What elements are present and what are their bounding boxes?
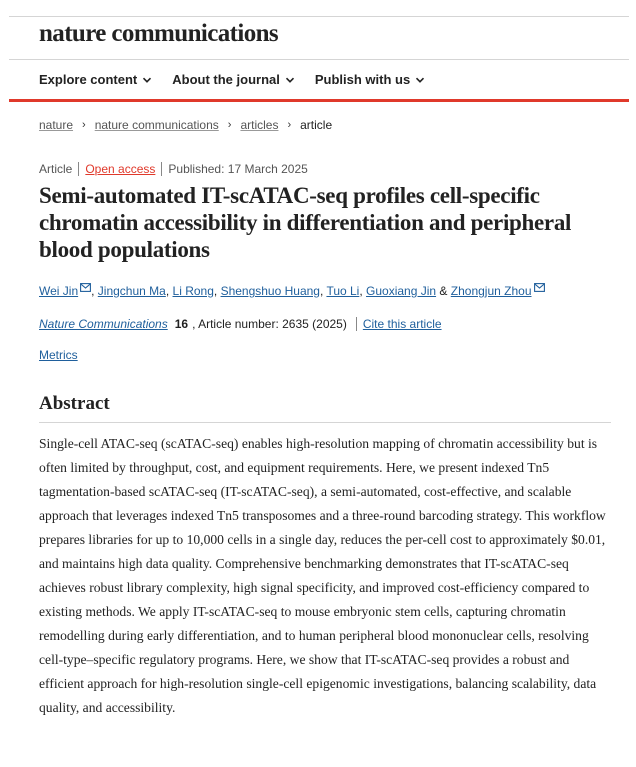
author-link[interactable]: Jingchun Ma <box>97 284 166 298</box>
accent-bar <box>9 99 629 102</box>
author-link[interactable]: Shengshuo Huang <box>220 284 320 298</box>
article-number: , Article number: 2635 (2025) <box>192 317 347 331</box>
breadcrumb <box>39 118 332 132</box>
author-list: Wei Jin , Jingchun Ma, Li Rong, Shengshuo Huang, Tuo Li, Guoxiang Jin & Zhongjun Zhou <box>39 283 599 299</box>
chevron-right-icon: › <box>227 119 232 131</box>
nav-explore-content[interactable] <box>39 72 152 87</box>
site-logo[interactable]: nature communications <box>39 20 279 47</box>
author-link[interactable]: Guoxiang Jin <box>366 284 437 298</box>
abstract-divider <box>39 422 611 423</box>
abstract-heading: Abstract <box>39 393 110 414</box>
author-link[interactable]: Zhongjun Zhou <box>450 284 532 298</box>
author-link[interactable]: Li Rong <box>172 284 214 298</box>
metrics-link[interactable]: Metrics <box>39 348 78 362</box>
article-title: Semi-automated IT-scATAC-seq profiles cell-specific chromatin accessibility in differentiation and peripheral blood populations <box>39 183 572 262</box>
nav-label: About the journal <box>172 72 280 87</box>
chevron-right-icon: › <box>82 119 86 131</box>
nav-label: Explore content <box>39 72 138 87</box>
journal-name-link[interactable]: Nature Communications <box>39 317 168 331</box>
author-conjunction: & <box>439 284 448 298</box>
meta-divider <box>78 162 79 176</box>
published-date: Published: 17 March 2025 <box>168 162 308 176</box>
cite-article-link[interactable]: Cite this article <box>362 317 442 331</box>
nav-label: Publish with us <box>314 72 411 87</box>
chevron-down-icon <box>285 75 295 85</box>
article-meta <box>39 162 308 176</box>
breadcrumb-nature[interactable]: nature <box>39 118 74 132</box>
mail-icon[interactable] <box>534 283 545 292</box>
abstract-text: Single-cell ATAC-seq (scATAC-seq) enables high-resolution mapping of chromatin accessibility but is often limited by throughput, cost, and equipment requirements. Here, we present indexed Tn5 tagmentation-based scATAC-seq (IT-scATAC-seq), a semi-automated, cost-effective, and scalable approach that leverages indexed Tn5 transposomes and a three-round barcoding strategy. This workflow prepares libraries for up to 10,000 cells in a single day, reduces the per-cell cost to approximately $0.01, and maintains high data quality. Comprehensive benchmarking demonstrates that IT-scATAC-seq achieves robust library complexity, high signal specificity, and improved cost-efficiency compared to existing methods. We apply IT-scATAC-seq to mouse embryonic stem cells, capturing chromatin remodelling during early differentiation, and to human peripheral blood mononuclear cells, resolving cell-type–specific regulatory programs. Here, we show that IT-scATAC-seq provides a robust and efficient approach for high-resolution single-cell epigenomic investigations, balancing scalability, data quality, and accessibility. <box>39 436 606 715</box>
author-link[interactable]: Tuo Li <box>326 284 360 298</box>
nav-publish[interactable] <box>315 72 425 87</box>
top-divider <box>9 16 629 17</box>
main-nav <box>39 72 425 87</box>
open-access-link[interactable]: Open access <box>85 162 156 176</box>
chevron-right-icon: › <box>287 119 292 131</box>
journal-volume: 16 <box>174 317 189 331</box>
article-type: Article <box>39 162 73 176</box>
meta-divider <box>161 162 162 176</box>
mail-icon[interactable] <box>80 283 91 292</box>
journal-info <box>39 317 442 331</box>
breadcrumb-current: article <box>300 118 333 132</box>
breadcrumb-nature-communications[interactable]: nature communications <box>94 118 219 132</box>
author-link[interactable]: Wei Jin <box>39 284 79 298</box>
breadcrumb-articles[interactable]: articles <box>240 118 279 132</box>
nav-about-journal[interactable] <box>172 72 295 87</box>
nav-divider <box>9 59 629 60</box>
chevron-down-icon <box>142 75 152 85</box>
journal-divider <box>356 317 357 331</box>
chevron-down-icon <box>415 75 425 85</box>
